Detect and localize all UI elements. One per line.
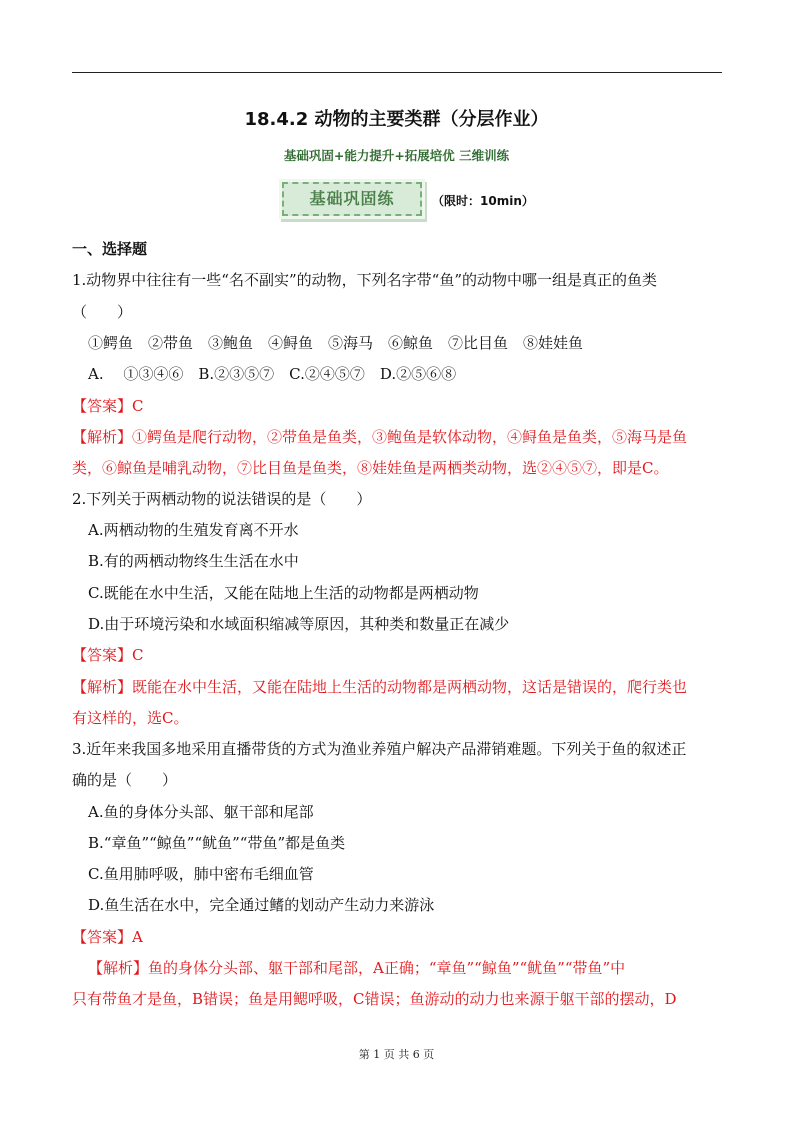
q1-answer: 【答案】C	[72, 397, 144, 415]
q2-answer: 【答案】C	[72, 646, 144, 664]
level-badge-label: 基础巩固练	[309, 189, 395, 208]
page-title: 18.4.2 动物的主要类群（分层作业）	[244, 109, 549, 130]
q3-option-d: D.鱼生活在水中，完全通过鳍的划动产生动力来游泳	[88, 896, 435, 914]
page-footer: 第 1 页 共 6 页	[358, 1048, 435, 1061]
q2-analysis-line1: 【解析】既能在水中生活，又能在陆地上生活的动物都是两栖动物，这话是错误的，爬行类也	[72, 678, 688, 696]
q3-stem-line2: 确的是（ ）	[72, 771, 178, 789]
time-limit: （限时：10min）	[432, 194, 534, 208]
q3-analysis-line1: 【解析】鱼的身体分头部、躯干部和尾部，A正确；“章鱼”“鲸鱼”“鱿鱼”“带鱼”中	[88, 959, 626, 977]
q3-option-b: B.“章鱼”“鲸鱼”“鱿鱼”“带鱼”都是鱼类	[88, 834, 346, 852]
q3-analysis-line2: 只有带鱼才是鱼，B错误；鱼是用鳃呼吸，C错误；鱼游动的动力也来源于躯干部的摆动，D	[72, 990, 677, 1008]
q3-stem-line1: 3.近年来我国多地采用直播带货的方式为渔业养殖户解决产品滞销难题。下列关于鱼的叙述正	[72, 740, 687, 758]
q2-option-d: D.由于环境污染和水域面积缩减等原因，其种类和数量正在减少	[88, 615, 510, 633]
q1-analysis-line2: 类，⑥鲸鱼是哺乳动物，⑦比目鱼是鱼类，⑧娃娃鱼是两栖类动物，选②④⑤⑦，即是C。	[72, 459, 669, 477]
page-subtitle: 基础巩固+能力提升+拓展培优 三维训练	[283, 148, 510, 163]
q1-items: ①鳄鱼 ②带鱼 ③鲍鱼 ④鲟鱼 ⑤海马 ⑥鲸鱼 ⑦比目鱼 ⑧娃娃鱼	[88, 334, 584, 352]
section-title: 一、选择题	[72, 240, 148, 258]
q2-stem: 2.下列关于两栖动物的说法错误的是（ ）	[72, 490, 372, 508]
q1-stem-line2: （ ）	[72, 303, 133, 321]
q1-stem-line1: 1.动物界中往往有一些“名不副实”的动物，下列名字带“鱼”的动物中哪一组是真正的鱼类	[72, 271, 657, 289]
q3-option-a: A.鱼的身体分头部、躯干部和尾部	[88, 803, 314, 821]
q1-options: A. ①③④⑥ B.②③⑤⑦ C.②④⑤⑦ D.②⑤⑥⑧	[88, 365, 457, 383]
header-rule	[72, 72, 722, 73]
q2-option-c: C.既能在水中生活，又能在陆地上生活的动物都是两栖动物	[88, 584, 479, 602]
q2-option-a: A.两栖动物的生殖发育离不开水	[88, 521, 299, 539]
q2-analysis-line2: 有这样的，选C。	[72, 709, 189, 727]
q2-option-b: B.有的两栖动物终生生活在水中	[88, 552, 299, 570]
q1-analysis-line1: 【解析】①鳄鱼是爬行动物，②带鱼是鱼类，③鲍鱼是软体动物，④鲟鱼是鱼类，⑤海马是鱼	[72, 428, 688, 446]
q3-answer: 【答案】A	[72, 928, 143, 946]
level-badge	[282, 182, 422, 216]
q3-option-c: C.鱼用肺呼吸，肺中密布毛细血管	[88, 865, 314, 883]
